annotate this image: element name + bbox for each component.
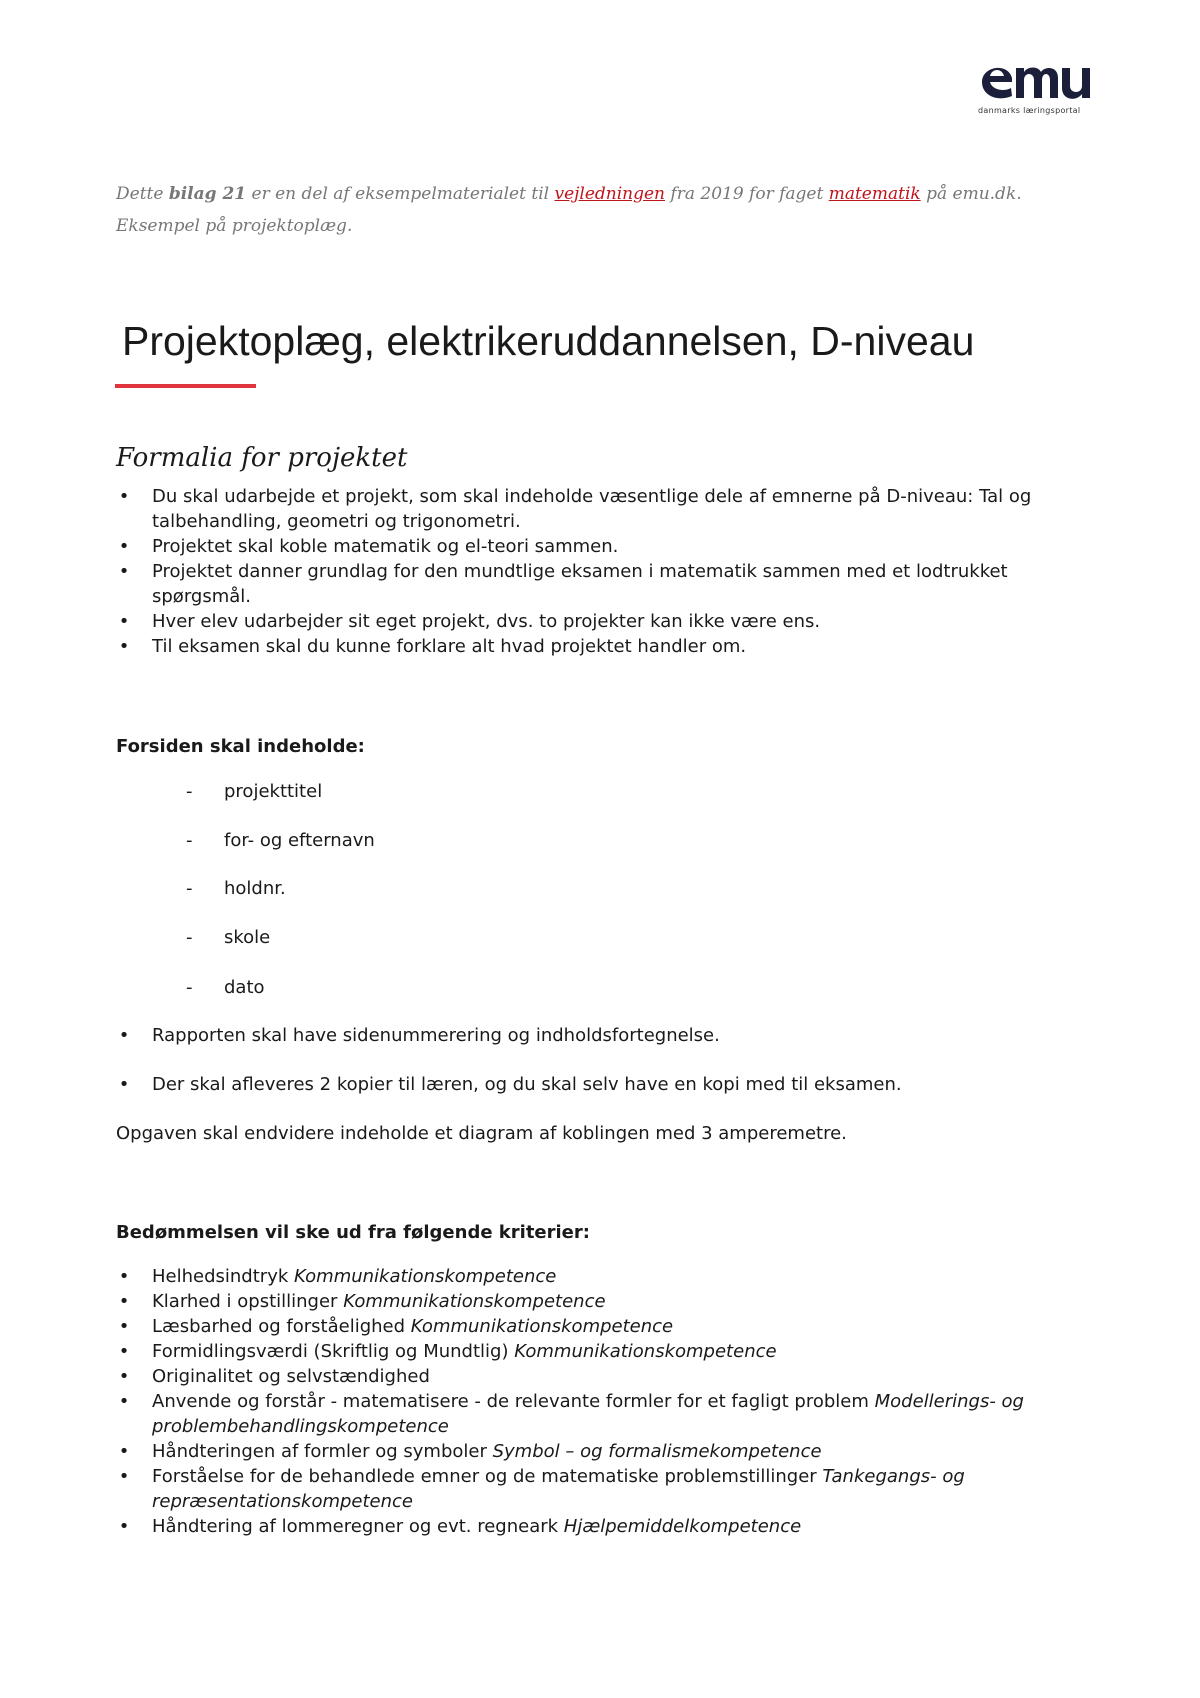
intro-text: Dette (116, 184, 169, 204)
criteria-competence: Symbol – og formalismekompetence (492, 1441, 822, 1462)
criteria-competence: Kommunikationskompetence (343, 1291, 606, 1312)
intro-text: fra 2019 for faget (665, 184, 829, 204)
criteria-item (116, 1339, 1112, 1364)
list-item-text: Rapporten skal have sidenummerering og indholdsfortegnelse. (152, 1025, 720, 1046)
list-item-text: Projektet danner grundlag for den mundtlige eksamen i matematik sammen med et lodtrukket spørgsmål. (152, 561, 1008, 607)
criteria-text: Helhedsindtryk (152, 1266, 294, 1287)
criteria-item (116, 1289, 1112, 1314)
criteria-text: Originalitet og selvstændighed (152, 1366, 430, 1387)
bullet-icon: • (118, 1316, 130, 1337)
dash-item-text: skole (224, 927, 271, 948)
bullet-icon: • (118, 636, 130, 657)
criteria-item (116, 1364, 1112, 1389)
criteria-competence: Kommunikationskompetence (410, 1316, 674, 1337)
list-item (116, 609, 1112, 634)
vejledningen-link[interactable]: vejledningen (554, 184, 666, 204)
criteria-competence: Kommunikationskompetence (514, 1341, 777, 1362)
bullet-icon: • (118, 1074, 130, 1095)
list-item-text: Projektet skal koble matematik og el-teori sammen. (152, 536, 619, 557)
dash-item: - skole (186, 927, 271, 948)
list-item (116, 1074, 902, 1095)
list-item-text: Til eksamen skal du kunne forklare alt hvad projektet handler om. (152, 636, 747, 657)
bullet-icon: • (118, 1341, 130, 1362)
criteria-text: Håndtering af lommeregner og evt. regneark (152, 1516, 564, 1537)
bullet-icon: • (118, 1366, 130, 1387)
dash-item-text: for- og efternavn (224, 830, 375, 851)
list-item-text: Hver elev udarbejder sit eget projekt, dvs. to projekter kan ikke være ens. (152, 611, 821, 632)
bullet-icon: • (118, 536, 130, 557)
criteria-text: Håndteringen af formler og symboler (152, 1441, 493, 1462)
bullet-icon: • (118, 486, 130, 507)
list-item (116, 534, 1112, 559)
criteria-text: Forståelse for de behandlede emner og de matematiske problemstillinger (152, 1466, 823, 1487)
criteria-list (116, 1264, 1112, 1539)
intro-bilag: bilag 21 (168, 184, 247, 204)
page-title: Projektoplæg, elektrikeruddannelsen, D-niveau (122, 318, 975, 364)
bullet-icon: • (118, 1516, 130, 1537)
formalia-heading: Formalia for projektet (116, 443, 408, 473)
criteria-item (116, 1314, 1112, 1339)
criteria-text: Klarhed i opstillinger (152, 1291, 344, 1312)
criteria-item (116, 1514, 1112, 1539)
criteria-text: Formidlingsværdi (Skriftlig og Mundtlig) (152, 1341, 515, 1362)
dash-item: - for- og efternavn (186, 830, 375, 851)
criteria-competence: Hjælpemiddelkompetence (563, 1516, 802, 1537)
bullet-icon: • (118, 1391, 130, 1412)
matematik-link[interactable]: matematik (828, 184, 921, 204)
bullet-icon: • (118, 1266, 130, 1287)
list-item (116, 559, 1112, 609)
criteria-item (116, 1464, 1112, 1514)
intro-note (116, 178, 1096, 242)
criteria-item (116, 1264, 1112, 1289)
bullet-icon: • (118, 1291, 130, 1312)
bullet-icon: • (118, 561, 130, 582)
emu-logo-icon (978, 54, 1096, 104)
logo-subtitle: danmarks læringsportal (978, 106, 1081, 115)
criteria-item (116, 1439, 1112, 1464)
criteria-competence: Modellerings- og problembehandlingskompetence (152, 1391, 1024, 1437)
bullet-icon: • (118, 1466, 130, 1487)
forside-heading: Forsiden skal indeholde: (116, 736, 365, 757)
dash-item: - holdnr. (186, 878, 286, 899)
criteria-heading: Bedømmelsen vil ske ud fra følgende kriterier: (116, 1222, 590, 1243)
bullet-icon: • (118, 1025, 130, 1046)
list-item (116, 634, 1112, 659)
dash-item: - projekttitel (186, 781, 323, 802)
dash-item: - dato (186, 977, 265, 998)
bullet-icon: • (118, 1441, 130, 1462)
list-item-text: Du skal udarbejde et projekt, som skal indeholde væsentlige dele af emnerne på D-niveau: Tal og talbehandling, geometri og trigonometri. (152, 486, 1032, 532)
list-item (116, 484, 1112, 534)
dash-item-text: projekttitel (224, 781, 323, 802)
emu-logo[interactable] (978, 54, 1098, 124)
intro-line2: Eksempel på projektoplæg. (116, 216, 353, 236)
list-item (116, 1025, 720, 1046)
criteria-text: Læsbarhed og forståelighed (152, 1316, 411, 1337)
list-item-text: Der skal afleveres 2 kopier til læren, og du skal selv have en kopi med til eksamen. (152, 1074, 902, 1095)
criteria-text: Anvende og forstår - matematisere - de relevante formler for et fagligt problem (152, 1391, 875, 1412)
criteria-competence: Tankegangs- og repræsentationskompetence (152, 1466, 965, 1512)
diagram-note: Opgaven skal endvidere indeholde et diagram af koblingen med 3 amperemetre. (116, 1123, 847, 1144)
dash-item-text: holdnr. (224, 878, 286, 899)
intro-text: på emu.dk. (920, 184, 1022, 204)
formalia-list (116, 484, 1112, 659)
intro-text: er en del af eksempelmaterialet til (246, 184, 555, 204)
criteria-item (116, 1389, 1112, 1439)
dash-item-text: dato (224, 977, 265, 998)
criteria-competence: Kommunikationskompetence (294, 1266, 557, 1287)
title-underline (115, 384, 256, 388)
bullet-icon: • (118, 611, 130, 632)
